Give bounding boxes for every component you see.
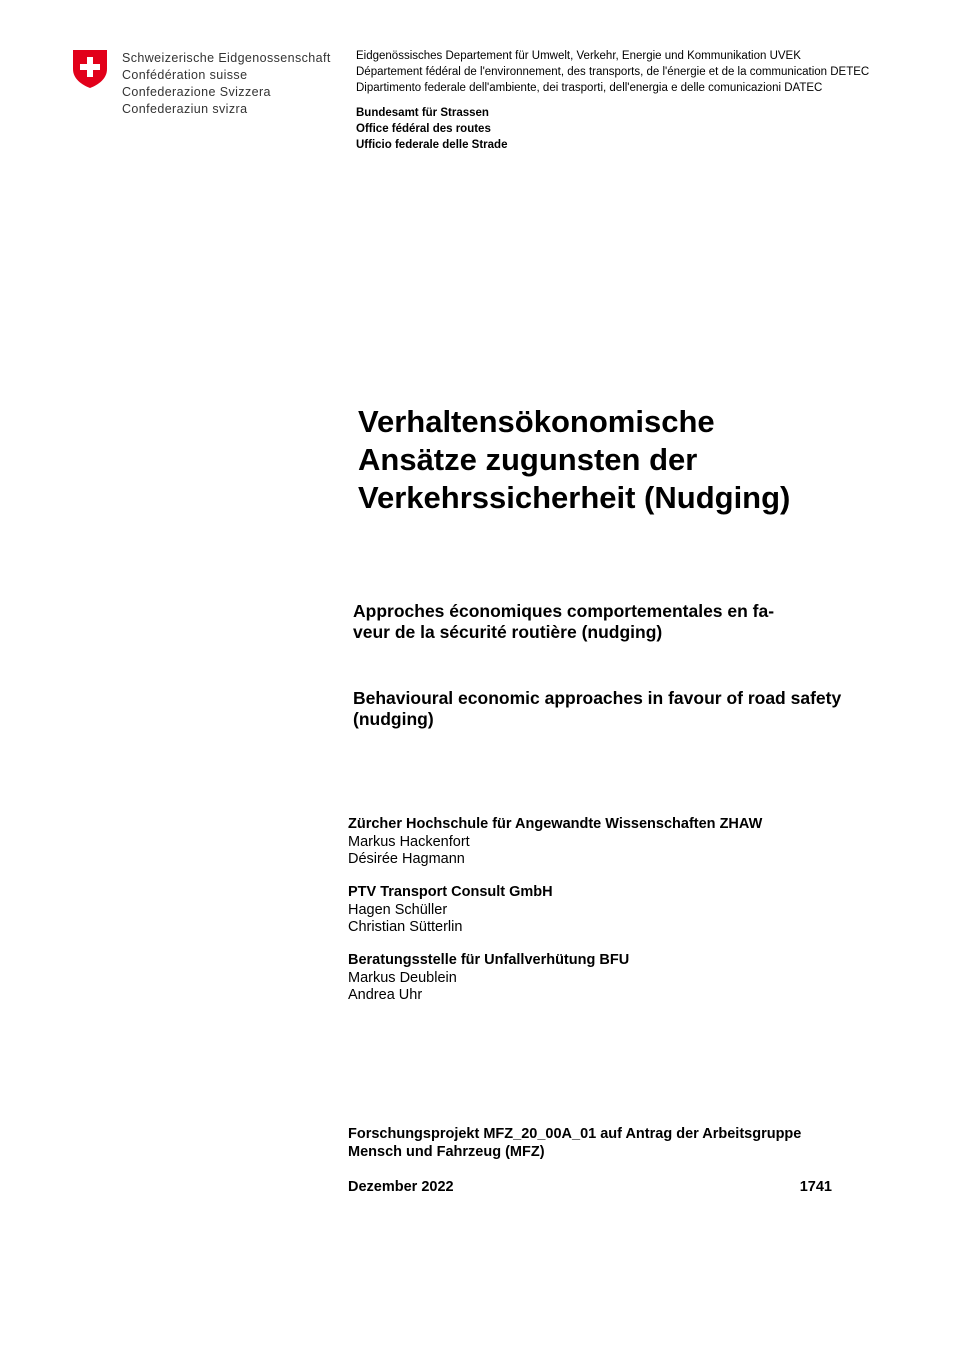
confederation-it: Confederazione Svizzera xyxy=(122,85,271,99)
title-line: Ansätze zugunsten der xyxy=(358,442,698,477)
department-it: Dipartimento federale dell'ambiente, dei trasporti, dell'energia e delle comunicazioni DATEC xyxy=(356,82,823,94)
organization-name: Beratungsstelle für Unfallverhütung BFU xyxy=(348,952,630,968)
author-name: Markus Deublein xyxy=(348,969,457,986)
author-name: Désirée Hagmann xyxy=(348,851,465,867)
office-it: Ufficio federale delle Strade xyxy=(356,139,508,151)
confederation-rm: Confederaziun svizra xyxy=(122,102,248,116)
research-project xyxy=(348,1126,801,1161)
organization-bfu xyxy=(348,952,629,1005)
subtitle-line: veur de la sécurité routière (nudging) xyxy=(353,622,663,642)
office-names xyxy=(356,105,507,153)
subtitle-line: Approches économiques comportementales en fa- xyxy=(353,601,775,621)
report-number: 1741 xyxy=(799,1179,832,1195)
confederation-names xyxy=(122,50,331,118)
confederation-de: Schweizerische Eidgenossenschaft xyxy=(122,51,331,65)
title-line: Verhaltensökonomische xyxy=(358,404,715,439)
subtitle-english xyxy=(353,688,841,730)
department-fr: Département fédéral de l'environnement, des transports, de l'énergie et de la communication DETEC xyxy=(356,66,870,78)
project-line: Forschungsprojekt MFZ_20_00A_01 auf Antrag der Arbeitsgruppe xyxy=(348,1126,802,1142)
organization-name: Zürcher Hochschule für Angewandte Wissenschaften ZHAW xyxy=(348,816,763,832)
subtitle-line: (nudging) xyxy=(353,709,434,729)
subtitle-line: Behavioural economic approaches in favour of road safety xyxy=(353,688,842,708)
organization-ptv xyxy=(348,884,553,937)
author-name: Andrea Uhr xyxy=(348,987,423,1003)
organization-name: PTV Transport Consult GmbH xyxy=(348,884,553,900)
office-de: Bundesamt für Strassen xyxy=(356,107,489,119)
department-names xyxy=(356,48,869,96)
author-name: Hagen Schüller xyxy=(348,901,448,918)
confederation-fr: Confédération suisse xyxy=(122,68,248,82)
swiss-coat-of-arms-icon xyxy=(72,49,108,89)
title-line: Verkehrssicherheit (Nudging) xyxy=(358,480,791,515)
organization-zhaw xyxy=(348,816,762,869)
author-name: Christian Sütterlin xyxy=(348,919,463,935)
department-de: Eidgenössisches Departement für Umwelt, Verkehr, Energie und Kommunikation UVEK xyxy=(356,50,801,62)
author-name: Markus Hackenfort xyxy=(348,833,470,850)
subtitle-french xyxy=(353,601,774,643)
project-line: Mensch und Fahrzeug (MFZ) xyxy=(348,1143,545,1160)
publication-date: Dezember 2022 xyxy=(348,1179,454,1195)
document-title xyxy=(358,403,790,517)
office-fr: Office fédéral des routes xyxy=(356,123,491,135)
